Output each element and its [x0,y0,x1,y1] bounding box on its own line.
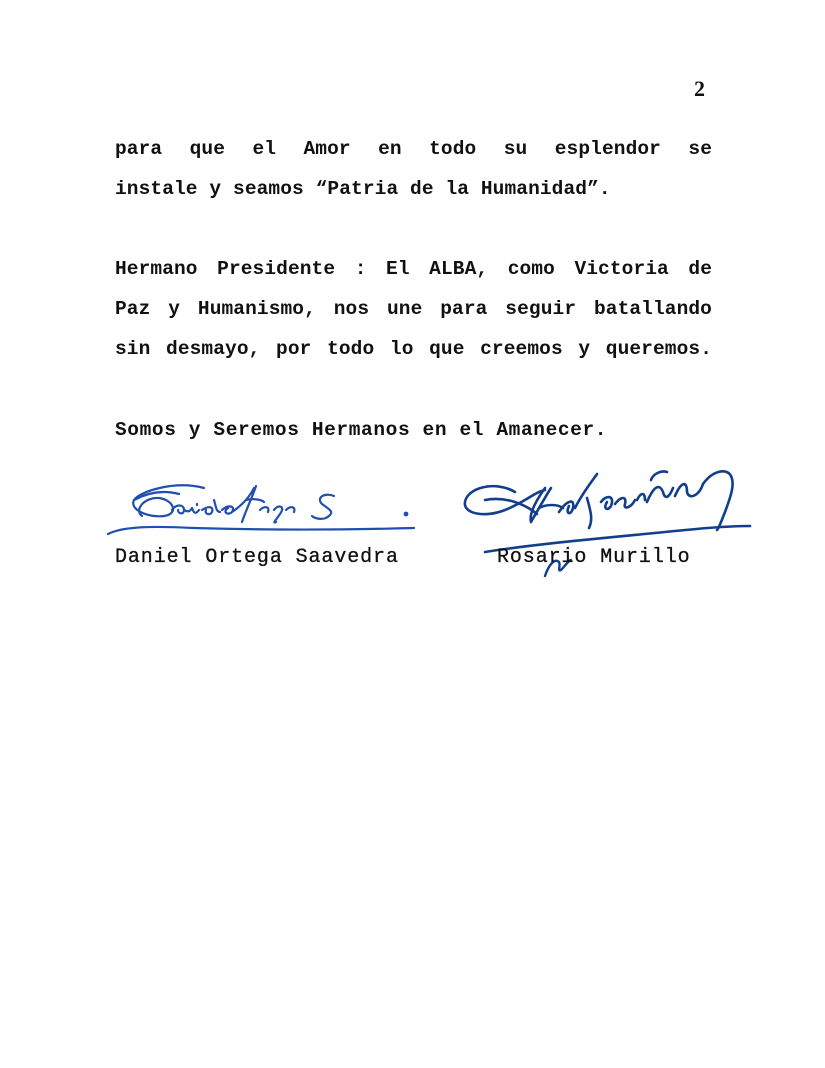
text-line: Hermano Presidente : El ALBA, como Victoria de [115,258,712,280]
signatory-name-rosario-murillo: Rosario Murillo [497,546,691,569]
paragraph-farewell [115,410,712,450]
text-line: Somos y Seremos Hermanos en el Amanecer. [115,419,608,441]
paragraph-closing-wish [115,129,712,209]
paragraph-alba [115,249,712,369]
signature-daniel-ortega [104,470,424,550]
text-line: Paz y Humanismo, nos une para seguir batallando [115,298,712,320]
text-line: para que el Amor en todo su esplendor se [115,138,712,160]
text-line: instale y seamos “Patria de la Humanidad”. [115,178,611,200]
text-line: sin desmayo, por todo lo que creemos y queremos. [115,338,712,360]
signatory-name-daniel-ortega: Daniel Ortega Saavedra [115,546,399,569]
page-number: 2 [694,76,705,101]
